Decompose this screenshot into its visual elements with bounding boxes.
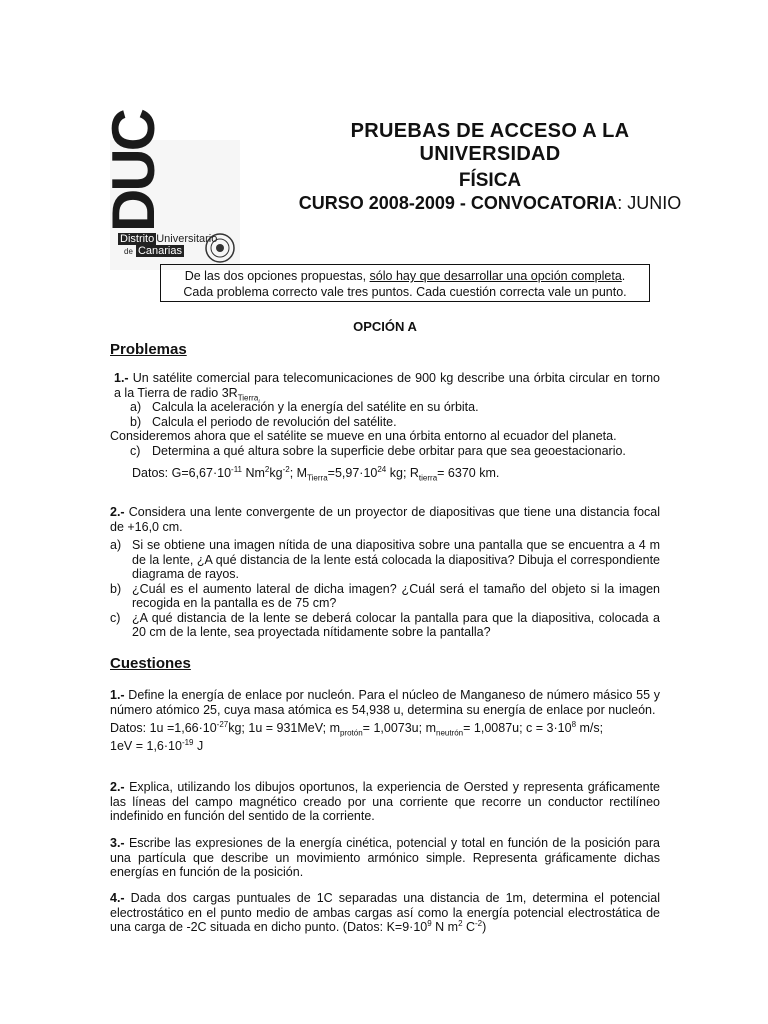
question-4: 4.- Dada dos cargas puntuales de 1C separadas una distancia de 1m, determina el potencial electrostático en el punto medio de ambas cargas así como la energía potencial electrostática de una carga de -2C situada en dicho punto. (Datos: $K=9\cdot 10^9$ N $m^2$ $C^{-2}$): [110, 891, 660, 934]
problem-2-b: ¿Cuál es el aumento lateral de dicha imagen? ¿Cuál será el tamaño del objeto si la imagen recogida en la pantalla es de 75 cm?: [132, 581, 660, 610]
title-line-1: PRUEBAS DE ACCESO A LA: [350, 120, 630, 142]
duc-letters: [100, 109, 167, 232]
question-1-data: Datos: $1u =1,66\cdot 10^{-27}kg$; 1u = 931MeV; $m_{protón}= 1,0073u$; $m_{neutrón}= 1,0087u$; $c = 3\cdot 10^8$ m/s;: [110, 719, 604, 738]
instructions-box: [160, 264, 650, 302]
question-4-number: 4.-: [110, 891, 125, 905]
problem-2: 2.- Considera una lente convergente de un proyector de diapositivas que tiene una distancia focal de +16,0 cm. a) Si se obtiene una imagen nítida de una diapositiva sobre una pantalla que se encuentra a 4 m de la lente, ¿A qué distancia de la lente está colocada la diapositiva? Dibuja el correspondiente diagrama de rayos. b) ¿Cuál es el aumento lateral de dicha imagen? ¿Cuál será el tamaño del objeto si la imagen recogida en la pantalla es de 75 cm? c) ¿A qué distancia de la lente se deberá colocar la pantalla para que la diapositiva, colocada a 20 cm de la lente, sea proyectada nítidamente sobre la pantalla?: [110, 505, 660, 639]
problem-1: 1.- Un satélite comercial para telecomunicaciones de 900 kg describe una órbita circular en torno a la Tierra de radio $3R_{Tierra.}$ a) Calcula la aceleración y la energía del satélite en su órbita. b) Calcula el periodo de revolución del satélite. Consideremos ahora que el satélite se mueve en una órbita entorno al ecuador del planeta. c) Determina a qué altura sobre la superficie debe orbitar para que sea geoestacionario. Datos: $G=6,67\cdot 10^{-11}$ $Nm^2kg^{-2}$; $M_{Tierra}=5,97\cdot 10^{24}$ kg; $R_{tierra}= 6370$ km.: [110, 371, 660, 483]
course-label: CURSO 2008-2009 - CONVOCATORIA: [298, 193, 618, 213]
logo-caption-universitario: Universitario: [156, 233, 218, 245]
instructions-underlined: sólo hay que desarrollar una opción completa: [369, 269, 622, 283]
question-2: [110, 780, 660, 824]
question-1: 1.- Define la energía de enlace por nucleón. Para el núcleo de Manganeso de número másico 55 y número atómico 25, cuya masa atómica es 54,938 u, determina su energía de enlace por nucleón. Datos: $1u =1,66\cdot 10^{-27}kg$; 1u = 931MeV; $m_{protón}= 1,0073u$; $m_{neutrón}= 1,0087u$; $c = 3\cdot 10^8$ m/s; $1eV = 1,6\cdot 10^{-19}$ J: [110, 688, 660, 753]
problems-heading: Problemas: [110, 341, 187, 358]
problem-1-number: 1.-: [114, 371, 129, 385]
problem-2-number: 2.-: [110, 505, 125, 519]
problem-1-data: Datos: $G=6,67\cdot 10^{-11}$ $Nm^2kg^{-2}$; $M_{Tierra}=5,97\cdot 10^{24}$ kg; $R_{tierra}= 6370$ km.: [132, 464, 500, 483]
problem-1-text: Un satélite comercial para telecomunicaciones de 900 kg describe una órbita circular en torno a la Tierra de radio 3R: [114, 371, 660, 400]
problem-1-b: Calcula el periodo de revolución del satélite.: [152, 414, 397, 429]
logo-caption-de: de: [124, 247, 133, 256]
question-2-number: 2.-: [110, 780, 125, 794]
problem-1-continuation: Consideremos ahora que el satélite se mueve en una órbita entorno al ecuador del planeta.: [110, 429, 617, 443]
problem-1-a: Calcula la aceleración y la energía del satélite en su órbita.: [152, 400, 479, 414]
question-2-text: Explica, utilizando los dibujos oportunos, la experiencia de Oersted y representa gráficamente las líneas del campo magnético creado por una corriente que recorre un conductor rectilíneo indefinido en función del sentido de la corriente.: [110, 780, 660, 823]
problem-2-c: ¿A qué distancia de la lente se deberá colocar la pantalla para que la diapositiva, colocada a 20 cm de la lente, sea proyectada nítidamente sobre la pantalla?: [132, 610, 660, 639]
question-3: [110, 836, 660, 880]
logo-caption-distrito: Distrito: [120, 233, 155, 245]
logo-caption-canarias: Canarias: [137, 245, 182, 257]
instructions-text-b: .: [621, 269, 626, 283]
question-3-number: 3.-: [110, 836, 125, 850]
subject-title: FÍSICA: [458, 170, 522, 191]
exam-title: [250, 120, 730, 166]
course-line: [250, 193, 730, 214]
problem-2-text: Considera una lente convergente de un proyector de diapositivas que tiene una distancia focal de +16,0 cm.: [110, 505, 660, 534]
problem-1-c: Determina a qué altura sobre la superficie debe orbitar para que sea geoestacionario.: [152, 443, 626, 458]
logo-caption: [118, 233, 217, 258]
svg-text:DUC: DUC: [100, 111, 167, 232]
question-1-text: Define la energía de enlace por nucleón. Para el núcleo de Manganeso de número másico 55 y número atómico 25, cuya masa atómica es 54,938 u, determina su energía de enlace por nucleón.: [110, 688, 660, 717]
option-title: OPCIÓN A: [353, 319, 417, 334]
question-1-number: 1.-: [110, 688, 125, 702]
instructions-scoring: Cada problema correcto vale tres puntos. Cada cuestión correcta vale un punto.: [183, 285, 627, 299]
question-3-text: Escribe las expresiones de la energía cinética, potencial y total en función de la posición para una partícula que describe un movimiento armónico simple. Representa gráficamente dichas energías en función de la posición.: [110, 836, 660, 879]
title-line-2: UNIVERSIDAD: [419, 143, 561, 165]
problem-2-a: Si se obtiene una imagen nítida de una diapositiva sobre una pantalla que se encuentra a 4 m de la lente, ¿A qué distancia de la lente está colocada la diapositiva? Dibuja el correspondiente diagrama de rayos.: [132, 538, 660, 581]
instructions-text-a: De las dos opciones propuestas,: [184, 269, 370, 283]
session-label: : JUNIO: [617, 193, 682, 213]
questions-heading: Cuestiones: [110, 655, 191, 672]
question-4-text: Dada dos cargas puntuales de 1C separadas una distancia de 1m, determina el potencial electrostático en el punto medio de ambas cargas así como la energía potencial electrostática de una carga de -2C situada en dicho punto. (Datos: K=9·10: [110, 891, 660, 934]
